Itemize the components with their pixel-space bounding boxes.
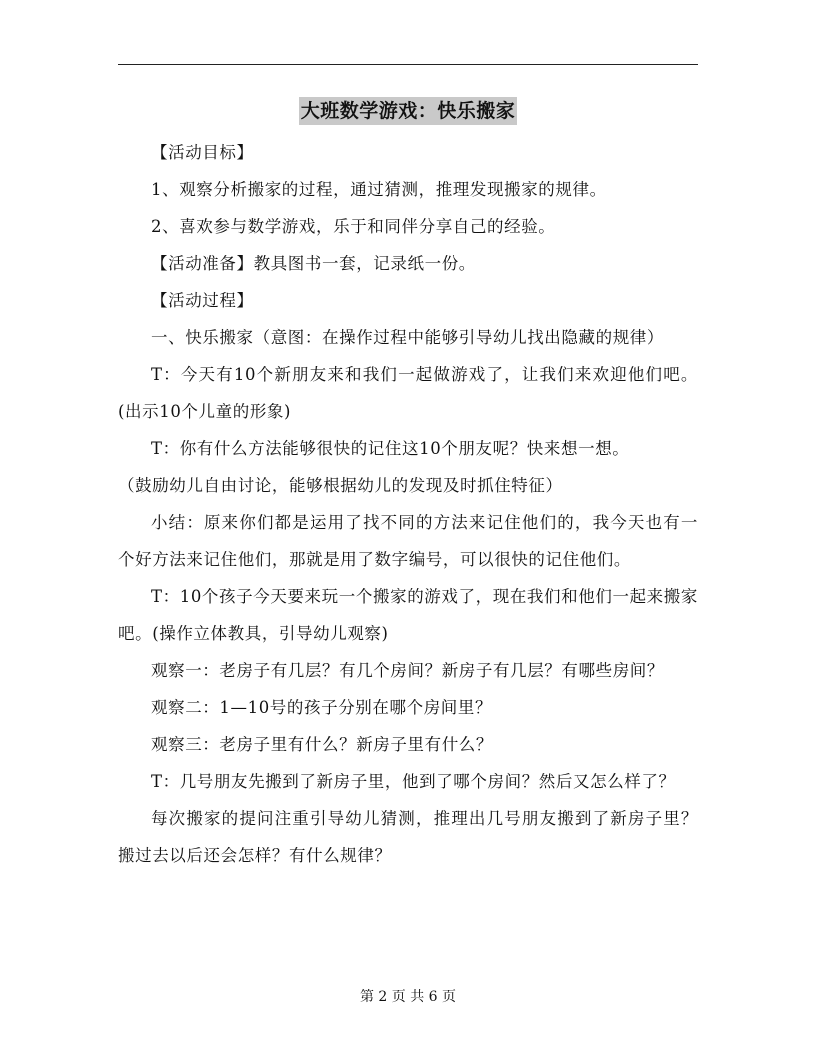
section-heading-goals: 【活动目标】 bbox=[151, 143, 254, 162]
summary-paragraph: 小结：原来你们都是运用了找不同的方法来记住他们的，我今天也有一个好方法来记住他们，那就是用了数字编号，可以很快的记住他们。 bbox=[118, 513, 698, 569]
body-paragraph: T：几号朋友先搬到了新房子里，他到了哪个房间？然后又怎么样了？ bbox=[151, 772, 676, 791]
title-container bbox=[0, 97, 816, 125]
document-body bbox=[118, 134, 698, 874]
document-title: 大班数学游戏：快乐搬家 bbox=[299, 97, 518, 125]
goal-item-2: 2、喜欢参与数学游戏，乐于和同伴分享自己的经验。 bbox=[151, 217, 556, 236]
section-preparation: 【活动准备】教具图书一套，记录纸一份。 bbox=[151, 254, 476, 273]
body-paragraph: （鼓励幼儿自由讨论，能够根据幼儿的发现及时抓住特征） bbox=[118, 476, 563, 495]
body-paragraph: T：你有什么方法能够很快的记住这10个朋友呢？快来想一想。 bbox=[151, 439, 630, 458]
body-paragraph: T：10个孩子今天要来玩一个搬家的游戏了，现在我们和他们一起来搬家吧。(操作立体教具，引导幼儿观察) bbox=[118, 587, 698, 643]
body-paragraph: 每次搬家的提问注重引导幼儿猜测，推理出几号朋友搬到了新房子里？搬过去以后还会怎样？有什么规律？ bbox=[118, 809, 698, 865]
observation-2: 观察二：1—10号的孩子分别在哪个房间里？ bbox=[151, 698, 493, 717]
body-paragraph: T：今天有10个新朋友来和我们一起做游戏了，让我们来欢迎他们吧。(出示10个儿童的形象) bbox=[118, 365, 698, 421]
section-heading-process: 【活动过程】 bbox=[151, 291, 254, 310]
goal-item-1: 1、观察分析搬家的过程，通过猜测，推理发现搬家的规律。 bbox=[151, 180, 607, 199]
process-step-1: 一、快乐搬家（意图：在操作过程中能够引导幼儿找出隐藏的规律） bbox=[151, 328, 664, 347]
header-rule bbox=[118, 64, 698, 65]
observation-3: 观察三：老房子里有什么？新房子里有什么？ bbox=[151, 735, 493, 754]
observation-1: 观察一：老房子有几层？有几个房间？新房子有几层？有哪些房间？ bbox=[151, 661, 664, 680]
page-footer: 第 2 页 共 6 页 bbox=[359, 989, 457, 1005]
